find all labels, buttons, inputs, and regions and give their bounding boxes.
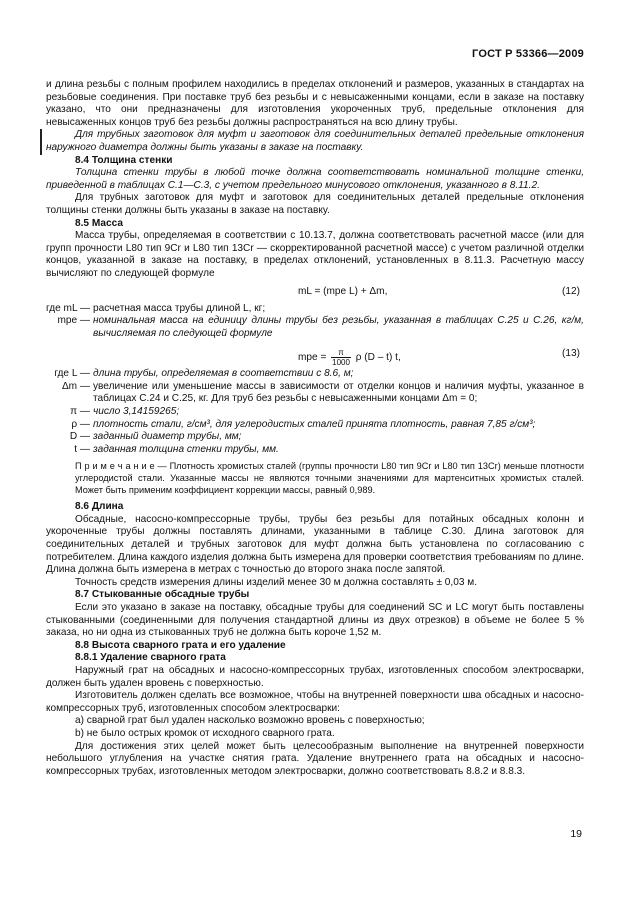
section-8-6-heading: 8.6 Длина [75, 501, 124, 513]
definition-row [46, 381, 584, 406]
paragraph-blanks-thickness: Для трубных заготовок для муфт и заготовок для соединительных деталей предельные отклонения толщины стенки должны быть указаны в заказе на поставку. [46, 192, 584, 216]
formula-12 [46, 281, 584, 303]
definition-symbol: Δm — [61, 380, 90, 392]
definition-text: заданный диаметр трубы, мм; [93, 431, 242, 443]
page-number: 19 [570, 828, 582, 840]
definition-row [46, 368, 584, 381]
formula-13 [46, 340, 584, 368]
paragraph-blanks-diameter: Для трубных заготовок для муфт и заготовок для соединительных деталей предельные отклонения наружного диаметра должны быть указаны в заказе на поставку. [40, 129, 584, 154]
paragraph-jointers: Если это указано в заказе на поставку, обсадные трубы для соединений SC и LC могут быть поставлены стыкованными (соединенными для получения стандартной длины из двух отрезков) в объеме не более 5 % заказа, но ни одна из стыкованных труб не должна быть короче 1,52 м. [46, 601, 584, 639]
section-8-7-heading: 8.7 Стыкованные обсадные трубы [75, 589, 250, 601]
formula-12-expression: mL = (mpe L) + Δm, [298, 285, 388, 297]
definition-text: длина трубы, определяемая в соответствии с 8.6, м; [93, 368, 354, 380]
section-8-4-heading: 8.4 Толщина стенки [75, 154, 173, 166]
formula-13-number: (13) [562, 348, 580, 360]
definition-symbol: где L — [54, 368, 90, 380]
definition-row [46, 303, 584, 316]
definition-symbol: где mL — [46, 302, 91, 314]
definition-symbol: ρ — [71, 418, 90, 430]
definition-row [46, 419, 584, 432]
section-8-5-heading: 8.5 Масса [75, 217, 123, 229]
paragraph-groove: Для достижения этих целей может быть целесообразным выполнение на внутренней поверхности небольшого углубления на участке снятия грата. Удаление внутреннего грата на обсадных и насосно-компрессорных трубах, изготовленных методом электросварки, должно соответствовать 8.8.2 и 8.8.3. [46, 740, 584, 777]
definition-row [46, 431, 584, 444]
list-item: а) сварной грат был удален насколько возможно вровень с поверхностью; [75, 715, 425, 727]
section-8-8-1-heading: 8.8.1 Удаление сварного грата [75, 652, 226, 664]
definition-text: плотность стали, г/см³, для углеродистых сталей принята плотность, равная 7,85 г/см³; [93, 418, 536, 430]
definitions-list-1 [46, 303, 584, 341]
definition-text: номинальная масса на единицу длины трубы без резьбы, указанная в таблицах С.25 и С.26, кг/м, вычисляемая по следующей формуле [93, 315, 584, 339]
paragraph-length-accuracy: Точность средств измерения длины изделий менее 30 м должна составлять ± 0,03 м. [75, 576, 477, 588]
definition-symbol: π — [70, 406, 90, 418]
definition-symbol: D — [69, 431, 90, 443]
paragraph-mass: Масса трубы, определяемая в соответствии с 10.13.7, должна соответствовать расчетной массе (или для групп прочности L80 тип 9Cr и L80 тип 13Cr — скорректированной расчетной массе) с учетом различной отделки концов, указанной в заказе на поставку, в пределах отклонений, установленных в 8.11.3. Расчетную массу вычисляют по следующей формуле [46, 230, 584, 279]
formula-13-fraction: $\frac{\pi}{1000}$ [332, 348, 350, 368]
definition-row [46, 444, 584, 457]
definition-text: увеличение или уменьшение массы в зависимости от отделки концов и наличия муфты, указанное в таблицах С.24 и С.25, кг. Для труб без резьбы с невысаженными концами Δm = 0; [93, 380, 584, 405]
requirements-list [46, 715, 584, 740]
note-chromium-steel: П р и м е ч а н и е — Плотность хромистых сталей (группы прочности L80 тип 9Cr и L80 тип 13Cr) меньше плотности углеродистой стали. Указанные массы не являются точными значениями для мартенситных хромистых сталей. Может быть применим коэффициент коррекции массы, равный 0,989. [75, 461, 584, 495]
definition-text: заданная толщина стенки трубы, мм. [93, 443, 279, 455]
list-item: b) не было острых кромок от исходного сварного грата. [75, 727, 335, 739]
paragraph-inner-flash: Изготовитель должен сделать все возможное, чтобы на внутренней поверхности шва обсадных и насосно-компрессорных труб, изготовленных способом электросварки: [46, 690, 584, 714]
definition-symbol: t — [74, 443, 90, 455]
definition-text: число 3,14159265; [93, 406, 180, 418]
paragraph-length: Обсадные, насосно-компрессорные трубы, трубы без резьбы для потайных обсадных колонн и укороченные трубы должны поставлять длинами, указанными в таблице С.30. Длина заготовок для соединительных деталей и трубных заготовок для муфт должна быть установлена по согласованию с потребителем. Длина каждого изделия должна быть измерена для проверки соответствия требованиям по длине. Длина должна быть измерена в метрах с точностью до второго знака после запятой. [46, 513, 584, 576]
definition-row [46, 315, 584, 340]
definition-text: расчетная масса трубы длиной L, кг; [93, 302, 266, 314]
formula-13-expression: mpe = $\frac{\pi}{1000}$ ρ (D – t) t, [298, 348, 401, 368]
section-8-8-heading: 8.8 Высота сварного грата и его удаление [75, 639, 286, 651]
standard-header: ГОСТ Р 53366—2009 [472, 48, 584, 60]
paragraph-outer-flash: Наружный грат на обсадных и насосно-компрессорных трубах, изготовленных способом электросварки, должен быть удален вровень с поверхностью. [46, 664, 584, 689]
definition-row [46, 406, 584, 419]
document-body [46, 79, 584, 778]
paragraph-wall-thickness: Толщина стенки трубы в любой точке должна соответствовать номинальной толщине стенки, приведенной в таблицах С.1—С.3, с учетом предельного минусового отклонения, указанного в 8.11.2. [46, 167, 584, 191]
definition-symbol: mpe — [57, 315, 90, 327]
definitions-list-2 [46, 368, 584, 456]
paragraph-continuation: и длина резьбы с полным профилем находились в пределах отклонений и размеров, указанных в стандартах на резьбовые соединения. При поставке труб без резьбы и с невысаженными концами, если в заказе на поставку указано, что они предназначены для изготовления укороченных труб, предельные отклонения для невысаженных концов труб без резьбы должны распространяться на всю длину трубы. [46, 79, 584, 128]
formula-12-number: (12) [562, 285, 580, 297]
